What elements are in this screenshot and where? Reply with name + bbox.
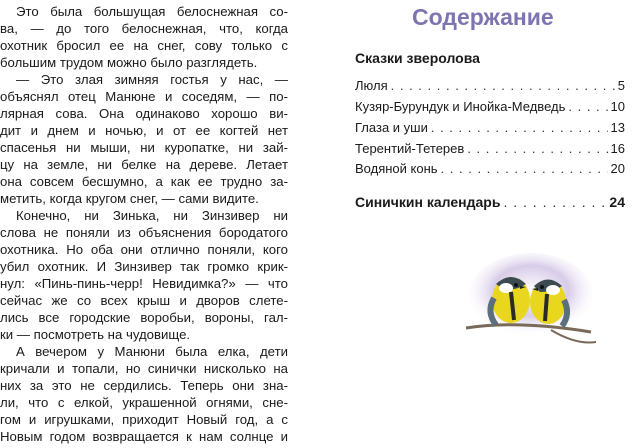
story-line: Это была большущая белоснежная со-: [16, 4, 288, 19]
toc-entry-page: 16: [610, 141, 625, 156]
toc-entry-title: Люля: [355, 78, 388, 93]
story-line: охотника. Но оба они отлично поняли, кого: [0, 242, 288, 257]
toc-entry-title: Синичкин календарь: [355, 194, 501, 210]
story-line: Новым годом возвращается к нам солнце и: [0, 429, 288, 444]
story-line: слова не поняли из объяснения бородатого: [0, 225, 288, 240]
story-line: — Это злая зимняя гостья у нас, —: [16, 72, 288, 87]
toc-entry-title: Глаза и уши: [355, 120, 428, 135]
story-line: них за это не сердились. Теперь они зна-: [0, 378, 288, 393]
story-line: ли, что с елкой, украшенной огнями, сне-: [0, 395, 288, 410]
story-line: Конечно, ни Зинька, ни Зинзивер ни: [16, 208, 288, 223]
toc-entry-page: 10: [610, 99, 625, 114]
story-page: [0, 0, 302, 448]
toc-entry-sinichkin[interactable]: [355, 194, 625, 210]
toc-entry-title: Терентий-Тетерев: [355, 141, 465, 156]
story-line: сейчас же со всех крыш и дворов слете-: [0, 293, 288, 308]
toc-section-heading: Сказки зверолова: [355, 50, 480, 66]
toc-entry-title: Кузяр-Бурундук и Инойка-Медведь: [355, 99, 566, 114]
toc-entry-lyulya[interactable]: [355, 78, 625, 93]
toc-entry-vodyanoy[interactable]: [355, 161, 625, 176]
toc-entry-page: 13: [610, 120, 625, 135]
toc-entry-title: Водяной конь: [355, 161, 438, 176]
story-line: объяснял отец Манюне и соседям, — по-: [0, 89, 288, 104]
story-line: охотник бросил ее на снег, сову только с: [0, 38, 288, 53]
story-line: большим трудом можно было разглядеть.: [0, 55, 258, 70]
story-line: А вечером у Манюни была елка, дети: [16, 344, 288, 359]
toc-entry-page: 5: [617, 78, 625, 93]
leader-dots: [441, 161, 608, 176]
story-line: кричали и топали, но синички нисколько на: [0, 361, 288, 376]
toc-entry-page: 20: [610, 161, 625, 176]
story-line: метить, когда кругом снег, — сами видите.: [0, 191, 259, 206]
story-line: она совсем бесшумно, а как ее трудно за-: [0, 174, 288, 189]
contents-page: [318, 0, 632, 448]
story-line: нул: «Пинь-пинь-черр! Невидимка?» — что: [0, 276, 288, 291]
page-title: Содержание: [412, 4, 554, 30]
leader-dots: [503, 194, 606, 210]
titmice-illustration: [456, 250, 606, 350]
story-line: ва, — до того белоснежная, что, когда: [0, 21, 288, 36]
story-line: ки — посмотреть на чудовище.: [0, 327, 191, 342]
story-line: спасенья ни мыши, ни куропатке, ни зай-: [0, 140, 288, 155]
story-line: убил охотник. И Зинзивер так громко крик-: [0, 259, 288, 274]
leader-dots: [431, 120, 608, 135]
leader-dots: [391, 78, 615, 93]
toc-entry-kuzyar[interactable]: [355, 99, 625, 114]
story-line: дит и днем и ночью, и от ее когтей нет: [0, 123, 288, 138]
story-line: цу на земле, ни белке на дереве. Летает: [0, 157, 288, 172]
toc-entry-terentiy[interactable]: [355, 141, 625, 156]
leader-dots: [568, 99, 607, 114]
toc-entry-glaza[interactable]: [355, 120, 625, 135]
toc-entry-page: 24: [609, 194, 625, 210]
leader-dots: [467, 141, 607, 156]
story-line: гом и игрушками, приходит Новый год, а с: [0, 412, 288, 427]
story-line: лярная сова. Она одинаково хорошо ви-: [0, 106, 288, 121]
story-line: лись все городские воробьи, вороны, гал-: [0, 310, 288, 325]
